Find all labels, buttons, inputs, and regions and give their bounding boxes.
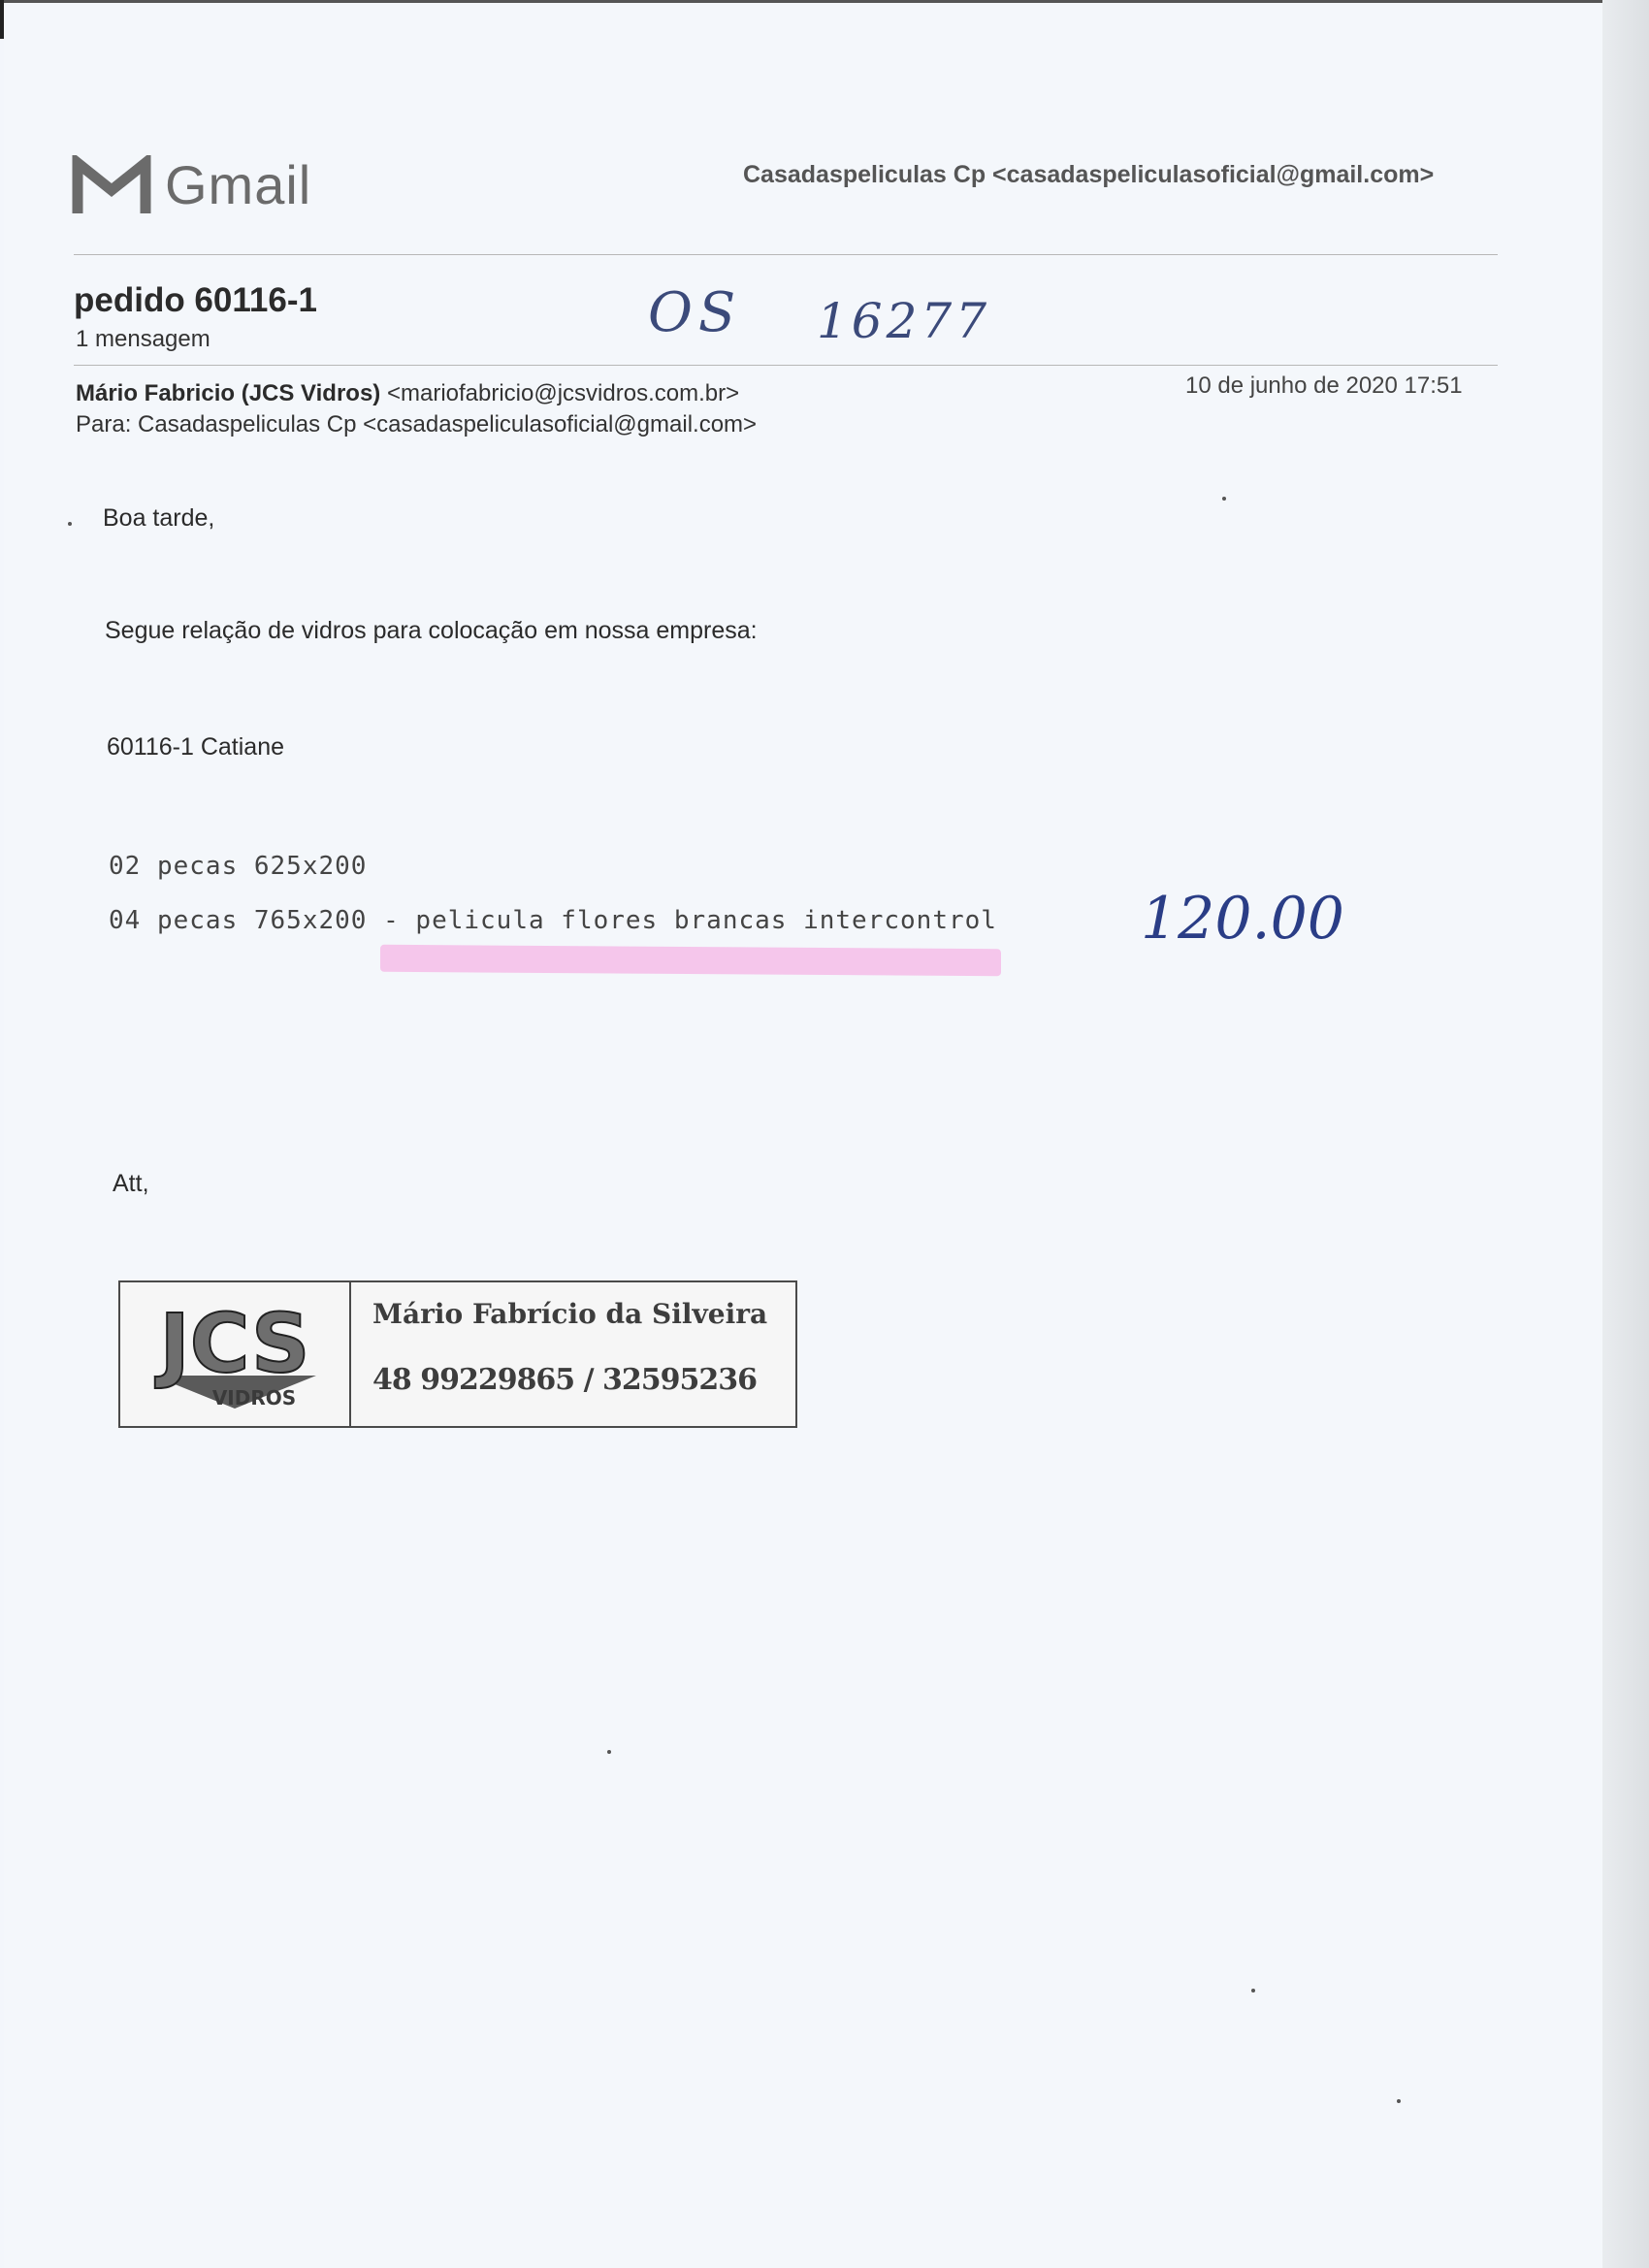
logo-text: JCS (159, 1296, 310, 1391)
scan-speck (607, 1750, 611, 1754)
account-header: Casadaspeliculas Cp <casadaspeliculasoficial@gmail.com> (743, 161, 1435, 188)
jcs-vidros-logo-icon (140, 1292, 330, 1414)
jcs-logo (120, 1282, 351, 1426)
signature-card (118, 1280, 797, 1428)
scan-speck (1251, 1989, 1255, 1993)
gmail-logo (72, 153, 311, 216)
greeting: Boa tarde, (103, 504, 215, 532)
handwritten-os-label: OS (648, 281, 742, 344)
scan-edge-right (1602, 0, 1649, 2268)
signature-name: Mário Fabrício da Silveira (372, 1298, 768, 1330)
gmail-wordmark: Gmail (165, 154, 312, 215)
email-subject: pedido 60116-1 (74, 281, 317, 319)
scan-speck (1222, 497, 1226, 501)
sign-off: Att, (113, 1170, 149, 1197)
handwritten-price: 120.00 (1141, 885, 1344, 953)
intro-line: Segue relação de vidros para colocação em nossa empresa: (105, 617, 758, 644)
message-date: 10 de junho de 2020 17:51 (1185, 373, 1463, 399)
logo-subtext: VIDROS (211, 1386, 297, 1409)
gmail-m-icon (72, 155, 151, 215)
recipient-line: Para: Casadaspeliculas Cp <casadaspeliculasoficial@gmail.com> (76, 411, 758, 437)
header-divider (74, 254, 1498, 255)
sender-email: <mariofabricio@jcsvidros.com.br> (386, 380, 740, 406)
order-item: 04 pecas 765x200 - pelicula flores brancas intercontrol (109, 906, 997, 935)
highlighter-mark (380, 945, 1001, 976)
sender-name: Mário Fabricio (JCS Vidros) (76, 380, 381, 406)
scan-speck (68, 522, 72, 526)
signature-details (351, 1282, 795, 1426)
handwritten-os-number: 16277 (817, 293, 991, 349)
order-reference: 60116-1 Catiane (107, 733, 285, 761)
order-item: 02 pecas 625x200 (109, 852, 368, 881)
sender-line (76, 380, 739, 407)
printed-page (4, 3, 1602, 2268)
scan-speck (1397, 2099, 1401, 2103)
message-count: 1 mensagem (76, 326, 210, 352)
subject-divider (74, 365, 1498, 366)
signature-phone: 48 99229865 / 32595236 (372, 1363, 758, 1397)
